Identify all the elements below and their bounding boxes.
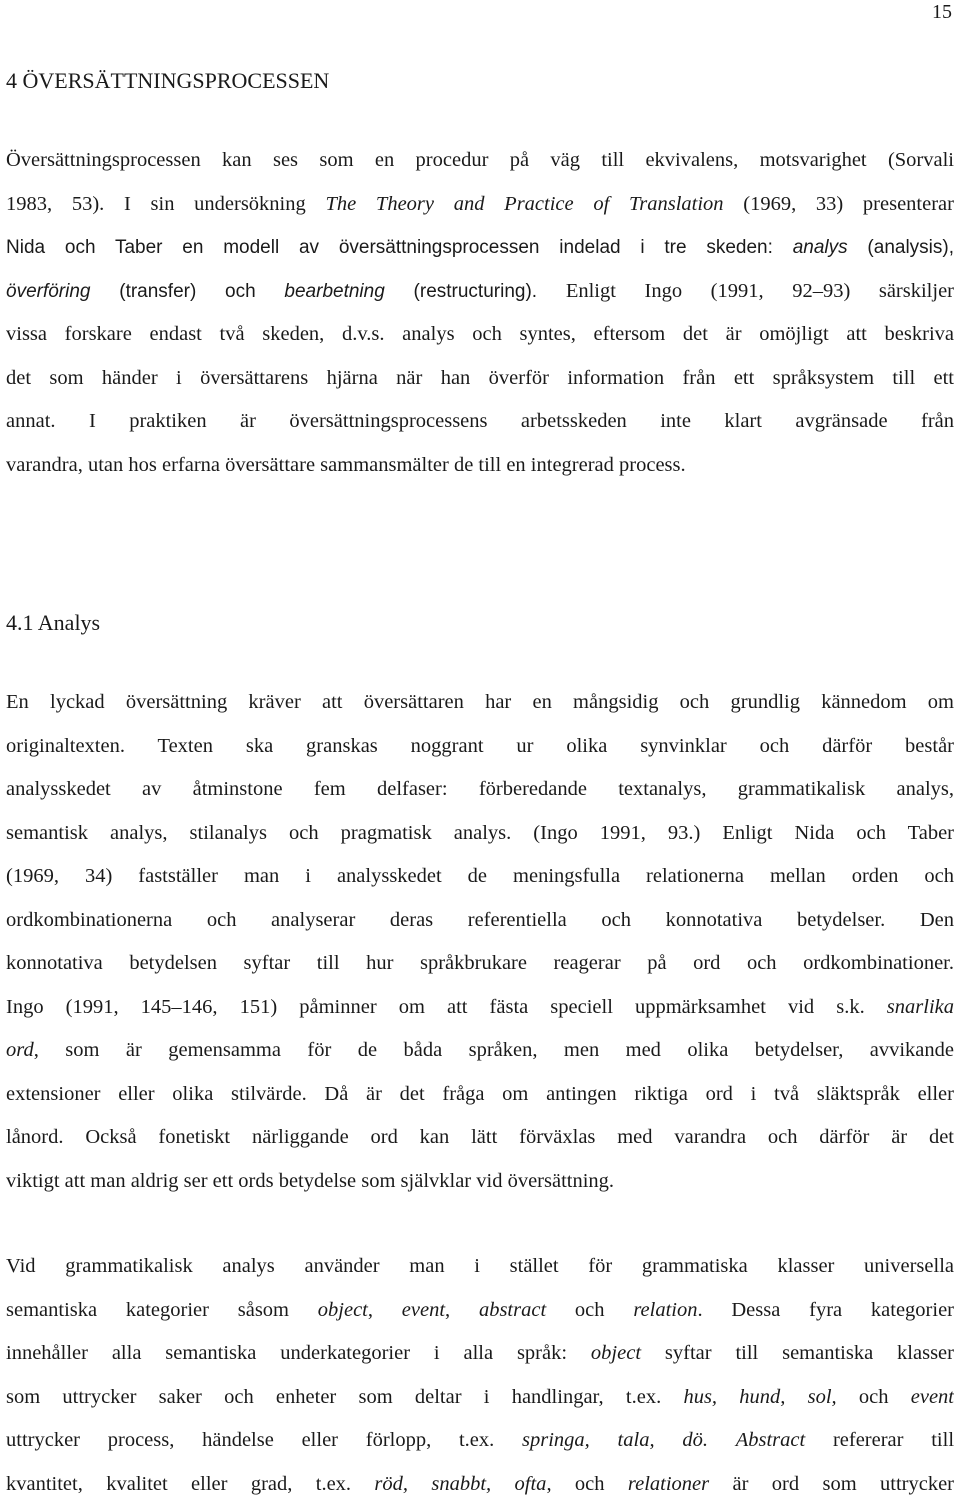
- text-line: [6, 139, 954, 183]
- text-segment: och: [837, 1386, 911, 1408]
- text-line: [6, 1332, 954, 1376]
- italic-text: relation: [633, 1299, 697, 1321]
- text-segment: Översättningsprocessen kan ses som en procedur på väg till ekvivalens, motsvarighet (Sorvali: [6, 149, 954, 171]
- text-segment: (restructuring).: [385, 281, 566, 302]
- text-segment: semantisk analys, stilanalys och pragmatisk analys. (Ingo 1991, 93.) Enligt Nida och Taber: [6, 822, 954, 844]
- text-line: [6, 1116, 954, 1160]
- text-line: [6, 1073, 954, 1117]
- text-line: [6, 444, 954, 488]
- text-segment: syftar till semantiska klasser: [641, 1342, 954, 1364]
- page-number: 15: [932, 0, 952, 24]
- text-line: [6, 1029, 954, 1073]
- text-segment: vissa forskare endast två skeden, d.v.s. analys och syntes, eftersom det är omöjligt att beskriva: [6, 323, 954, 345]
- text-line: [6, 357, 954, 401]
- italic-text: röd, snabbt, ofta: [374, 1473, 546, 1495]
- text-segment: En lyckad översättning kräver att översättaren har en mångsidig och grundlig kännedom om: [6, 691, 954, 713]
- italic-text: bearbetning: [284, 281, 384, 302]
- text-line: [6, 226, 954, 270]
- italic-text: object: [318, 1299, 368, 1321]
- italic-text: överföring: [6, 281, 91, 302]
- section-heading: 4.1 Analys: [6, 609, 100, 637]
- text-segment: varandra, utan hos erfarna översättare sammansmälter de till en integrerad process.: [6, 454, 686, 476]
- text-segment: viktigt att man aldrig ser ett ords betydelse som självklar vid översättning.: [6, 1170, 614, 1192]
- text-segment: ordkombinationerna och analyserar deras referentiella och konnotativa betydelser. Den: [6, 909, 954, 931]
- text-segment: Enligt Ingo (1991, 92–93) särskiljer: [566, 280, 954, 302]
- text-line: [6, 183, 954, 227]
- italic-text: springa, tala, dö.: [522, 1429, 708, 1451]
- text-segment: Ingo (1991, 145–146, 151) påminner om att fästa speciell uppmärksamhet vid s.k.: [6, 996, 887, 1018]
- text-line: [6, 1419, 954, 1463]
- text-line: [6, 1289, 954, 1333]
- text-segment: Nida och Taber en modell av översättningsprocessen indelad i tre skeden:: [6, 237, 793, 258]
- text-segment: annat. I praktiken är översättningsprocessens arbetsskeden inte klart avgränsade från: [6, 410, 954, 432]
- text-line: [6, 313, 954, 357]
- italic-text: object: [591, 1342, 641, 1364]
- text-segment: originaltexten. Texten ska granskas noggrant ur olika synvinklar och därför består: [6, 735, 954, 757]
- text-segment: . Dessa fyra kategorier: [697, 1299, 954, 1321]
- text-segment: innehåller alla semantiska underkategorier i alla språk:: [6, 1342, 591, 1364]
- text-segment: (1969, 34) fastställer man i analysskedet de meningsfulla relationerna mellan orden och: [6, 865, 954, 887]
- section-paragraph-2: [6, 1245, 954, 1506]
- text-segment: konnotativa betydelsen syftar till hur språkbrukare reagerar på ord och ordkombinationer.: [6, 952, 954, 974]
- text-segment: refererar till: [805, 1429, 954, 1451]
- text-line: [6, 855, 954, 899]
- italic-text: event: [402, 1299, 445, 1321]
- text-line: [6, 400, 954, 444]
- text-line: [6, 681, 954, 725]
- text-segment: semantiska kategorier såsom: [6, 1299, 318, 1321]
- text-segment: , och: [546, 1473, 627, 1495]
- text-line: [6, 1376, 954, 1420]
- text-segment: är ord som uttrycker: [709, 1473, 954, 1495]
- chapter-paragraph: [6, 139, 954, 487]
- text-segment: analysskedet av åtminstone fem delfaser: förberedande textanalys, grammatikalisk analys,: [6, 778, 954, 800]
- text-segment: (transfer) och: [91, 281, 285, 302]
- text-line: [6, 942, 954, 986]
- text-segment: ,: [368, 1299, 402, 1321]
- italic-text: abstract: [479, 1299, 546, 1321]
- chapter-heading: 4 ÖVERSÄTTNINGSPROCESSEN: [6, 67, 329, 95]
- text-segment: [708, 1429, 736, 1451]
- text-line: [6, 986, 954, 1030]
- italic-text: snarlika: [887, 996, 954, 1018]
- text-line: [6, 1463, 954, 1506]
- italic-text: relationer: [628, 1473, 709, 1495]
- text-line: [6, 1160, 954, 1204]
- text-line: [6, 270, 954, 314]
- italic-text: Abstract: [736, 1429, 805, 1451]
- text-segment: lånord. Också fonetiskt närliggande ord kan lätt förväxlas med varandra och därför är det: [6, 1126, 954, 1148]
- text-segment: Vid grammatikalisk analys använder man i stället för grammatiska klasser universella: [6, 1255, 954, 1277]
- text-line: [6, 812, 954, 856]
- italic-text: hus, hund, sol,: [683, 1386, 836, 1408]
- section-paragraph-1: [6, 681, 954, 1203]
- text-segment: 1983, 53). I sin undersökning: [6, 193, 325, 215]
- text-segment: som uttrycker saker och enheter som deltar i handlingar, t.ex.: [6, 1386, 683, 1408]
- italic-text: The Theory and Practice of Translation: [325, 193, 723, 215]
- text-segment: ,: [445, 1299, 479, 1321]
- text-line: [6, 1245, 954, 1289]
- text-segment: extensioner eller olika stilvärde. Då är det fråga om antingen riktiga ord i två släktspråk eller: [6, 1083, 954, 1105]
- text-segment: (1969, 33) presenterar: [724, 193, 954, 215]
- text-segment: kvantitet, kvalitet eller grad, t.ex.: [6, 1473, 374, 1495]
- text-line: [6, 899, 954, 943]
- text-segment: det som händer i översättarens hjärna när han överför information från ett språksystem till ett: [6, 367, 954, 389]
- italic-text: event: [911, 1386, 954, 1408]
- italic-text: analys: [793, 237, 848, 258]
- text-segment: och: [546, 1299, 633, 1321]
- text-segment: (analysis),: [848, 237, 954, 258]
- text-line: [6, 725, 954, 769]
- italic-text: ord: [6, 1039, 34, 1061]
- text-segment: uttrycker process, händelse eller förlopp, t.ex.: [6, 1429, 522, 1451]
- text-line: [6, 768, 954, 812]
- text-segment: , som är gemensamma för de båda språken, men med olika betydelser, avvikande: [34, 1039, 954, 1061]
